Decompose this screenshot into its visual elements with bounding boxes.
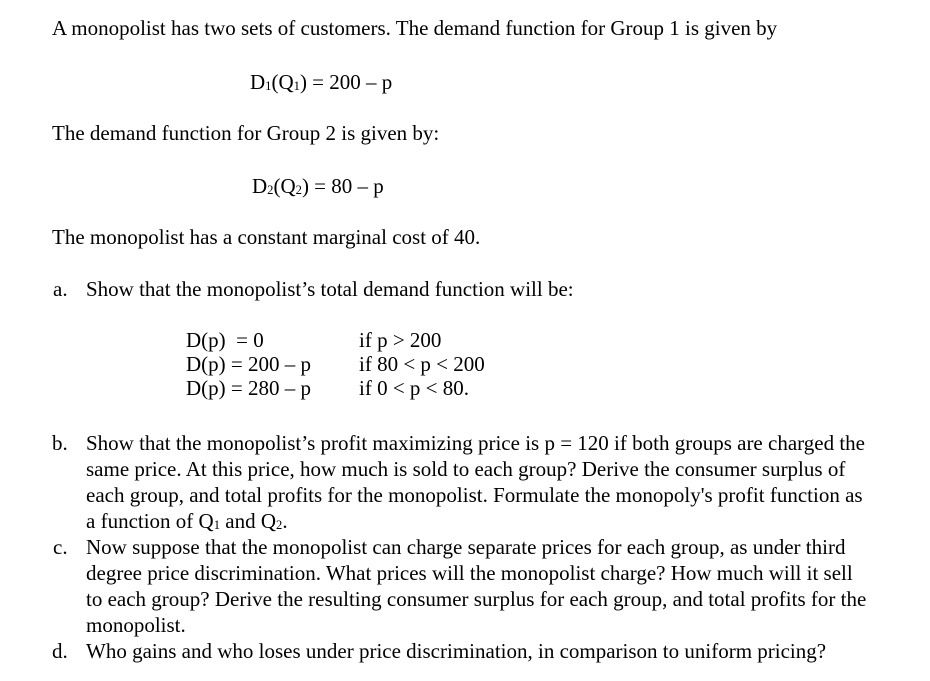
group-2-paragraph: The demand function for Group 2 is given by: [52,121,440,145]
eq1-pre: D [250,70,266,94]
eq2-pre: D [252,174,268,198]
item-c-line-3: to each group? Derive the resulting consumer surplus for each group, and total profits for the [86,587,867,611]
item-b-last-mid: and Q [220,509,277,533]
item-b-line-1: Show that the monopolist’s profit maximizing price is p = 120 if both groups are charged the [86,431,865,455]
item-b-last-sub1: 1 [213,518,221,533]
demand-expression: D(p) = 0 [186,328,264,352]
item-b-last-pre: a function of Q [86,509,214,533]
eq1-sub2: 1 [293,79,300,94]
item-c-letter: c. [53,535,68,559]
demand-expression: D(p) = 280 – p [186,376,311,400]
item-b-letter: b. [52,431,68,455]
item-b-line-3: each group, and total profits for the monopolist. Formulate the monopoly's profit function as [86,483,863,507]
item-a-text: Show that the monopolist’s total demand function will be: [86,277,574,301]
demand-expression: D(p) = 200 – p [186,352,311,376]
item-d-letter: d. [52,639,68,663]
item-c-line-1: Now suppose that the monopolist can charge separate prices for each group, as under third [86,535,846,559]
item-b-line-2: same price. At this price, how much is sold to each group? Derive the consumer surplus of [86,457,846,481]
demand-condition: if 80 < p < 200 [359,352,485,376]
demand-condition: if 0 < p < 80. [359,376,470,400]
item-b-line-4 [86,511,288,532]
item-b-last-sub2: 2 [276,518,283,533]
eq2-sub1: 2 [267,183,274,198]
item-a-letter: a. [53,277,68,301]
demand-equation-group-2 [252,176,384,197]
eq1-mid: (Q [271,70,294,94]
item-c-line-2: degree price discrimination. What prices will the monopolist charge? How much will it sell [86,561,853,585]
eq2-post: ) = 80 – p [301,174,384,198]
eq1-sub1: 1 [265,79,272,94]
eq1-post: ) = 200 – p [299,70,393,94]
item-d-text: Who gains and who loses under price discrimination, in comparison to uniform pricing? [86,639,827,663]
eq2-sub2: 2 [295,183,302,198]
demand-equation-group-1 [250,72,392,93]
demand-condition: if p > 200 [359,328,442,352]
intro-paragraph: A monopolist has two sets of customers. The demand function for Group 1 is given by [52,16,778,40]
item-b-last-post: . [282,509,288,533]
item-c-line-4: monopolist. [86,613,186,637]
eq2-mid: (Q [273,174,296,198]
marginal-cost-paragraph: The monopolist has a constant marginal cost of 40. [52,225,481,249]
